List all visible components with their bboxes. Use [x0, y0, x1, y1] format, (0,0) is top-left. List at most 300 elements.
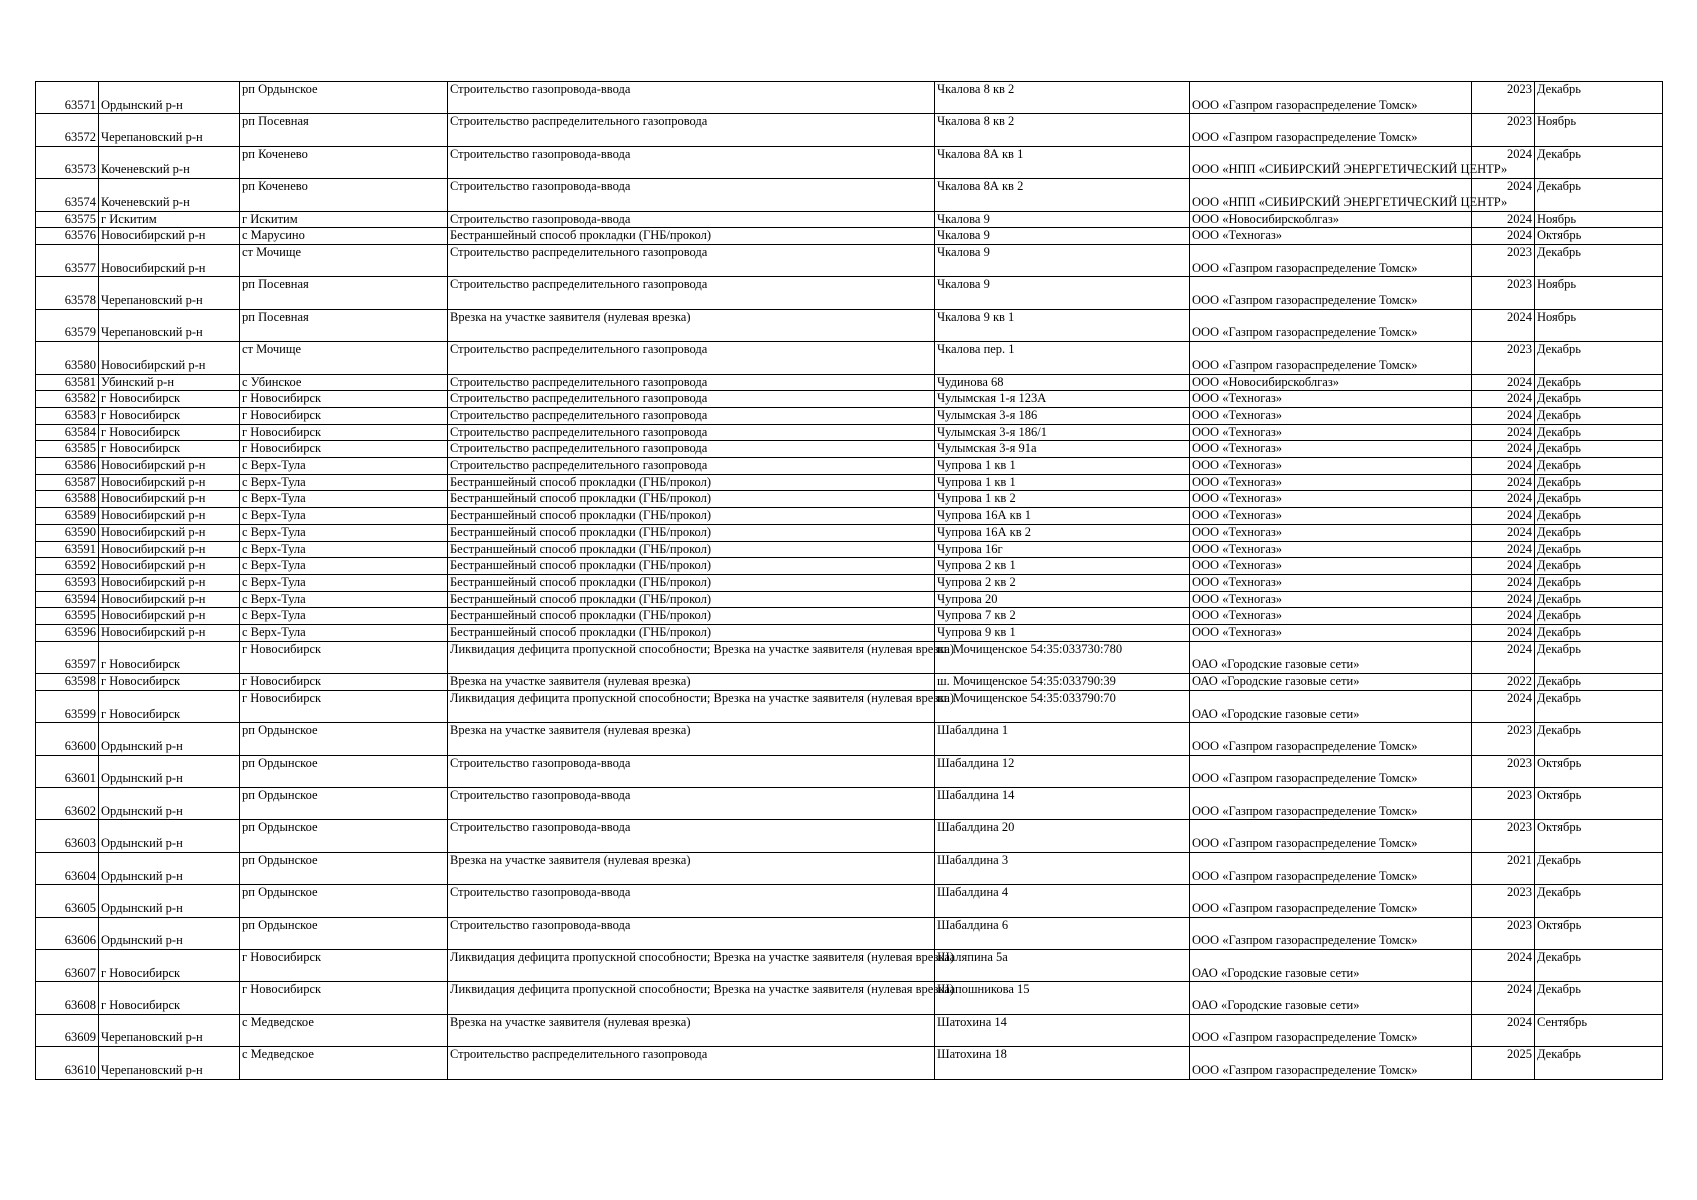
cell-work-type: Строительство распределительного газопровода: [448, 407, 935, 424]
cell-year: 2024: [1472, 641, 1535, 673]
cell-address: Шабалдина 3: [935, 852, 1190, 884]
table-row: [36, 309, 1663, 341]
cell-district: Ордынский р-н: [99, 852, 240, 884]
cell-locality: ст Мочище: [240, 244, 448, 276]
cell-work-type: Врезка на участке заявителя (нулевая врезка): [448, 1014, 935, 1046]
cell-work-type: Строительство распределительного газопровода: [448, 244, 935, 276]
cell-address: ш. Мочищенское 54:35:033790:39: [935, 674, 1190, 691]
cell-locality: рп Ордынское: [240, 820, 448, 852]
cell-locality: г Новосибирск: [240, 690, 448, 722]
cell-locality: с Верх-Тула: [240, 558, 448, 575]
cell-address: Чудинова 68: [935, 374, 1190, 391]
table-row: [36, 625, 1663, 642]
cell-locality: с Убинское: [240, 374, 448, 391]
cell-year: 2024: [1472, 541, 1535, 558]
cell-month: Декабрь: [1535, 723, 1663, 755]
table-row: [36, 690, 1663, 722]
cell-address: Чупрова 2 кв 2: [935, 574, 1190, 591]
table-row: [36, 491, 1663, 508]
cell-work-type: Врезка на участке заявителя (нулевая врезка): [448, 723, 935, 755]
cell-organization: ООО «Техногаз»: [1190, 574, 1472, 591]
cell-locality: с Верх-Тула: [240, 491, 448, 508]
cell-month: Декабрь: [1535, 690, 1663, 722]
table-row: [36, 574, 1663, 591]
cell-month: Октябрь: [1535, 228, 1663, 245]
cell-month: Октябрь: [1535, 788, 1663, 820]
cell-organization: ООО «Газпром газораспределение Томск»: [1190, 755, 1472, 787]
cell-organization: ООО «НПП «СИБИРСКИЙ ЭНЕРГЕТИЧЕСКИЙ ЦЕНТР»: [1190, 179, 1472, 211]
table-row: [36, 441, 1663, 458]
cell-locality: с Медведское: [240, 1014, 448, 1046]
cell-district: г Новосибирск: [99, 690, 240, 722]
cell-organization: ООО «Техногаз»: [1190, 508, 1472, 525]
cell-locality: рп Ордынское: [240, 852, 448, 884]
cell-work-type: Ликвидация дефицита пропускной способности; Врезка на участке заявителя (нулевая врезка): [448, 982, 935, 1014]
cell-year: 2023: [1472, 244, 1535, 276]
cell-work-type: Строительство распределительного газопровода: [448, 458, 935, 475]
cell-number: 63580: [36, 342, 99, 374]
cell-year: 2024: [1472, 690, 1535, 722]
cell-locality: г Новосибирск: [240, 674, 448, 691]
cell-number: 63602: [36, 788, 99, 820]
cell-work-type: Строительство газопровода-ввода: [448, 211, 935, 228]
table-row: [36, 885, 1663, 917]
cell-number: 63573: [36, 146, 99, 178]
cell-work-type: Строительство распределительного газопровода: [448, 374, 935, 391]
cell-organization: ОАО «Городские газовые сети»: [1190, 950, 1472, 982]
cell-locality: рп Ордынское: [240, 885, 448, 917]
cell-district: Новосибирский р-н: [99, 625, 240, 642]
table-row: [36, 114, 1663, 146]
cell-year: 2022: [1472, 674, 1535, 691]
table-row: [36, 723, 1663, 755]
cell-organization: ООО «Газпром газораспределение Томск»: [1190, 244, 1472, 276]
table-row: [36, 641, 1663, 673]
cell-month: Декабрь: [1535, 591, 1663, 608]
cell-organization: ООО «Газпром газораспределение Томск»: [1190, 852, 1472, 884]
cell-year: 2024: [1472, 574, 1535, 591]
cell-work-type: Строительство газопровода-ввода: [448, 755, 935, 787]
table-row: [36, 407, 1663, 424]
cell-work-type: Бестраншейный способ прокладки (ГНБ/прокол): [448, 591, 935, 608]
cell-month: Декабрь: [1535, 374, 1663, 391]
cell-work-type: Строительство газопровода-ввода: [448, 82, 935, 114]
cell-year: 2023: [1472, 917, 1535, 949]
cell-locality: рп Ордынское: [240, 755, 448, 787]
cell-district: Новосибирский р-н: [99, 608, 240, 625]
cell-number: 63609: [36, 1014, 99, 1046]
cell-work-type: Бестраншейный способ прокладки (ГНБ/прокол): [448, 558, 935, 575]
cell-district: Коченевский р-н: [99, 179, 240, 211]
cell-work-type: Строительство распределительного газопровода: [448, 277, 935, 309]
cell-locality: г Новосибирск: [240, 950, 448, 982]
cell-month: Декабрь: [1535, 982, 1663, 1014]
cell-locality: с Верх-Тула: [240, 591, 448, 608]
cell-address: Чупрова 2 кв 1: [935, 558, 1190, 575]
cell-number: 63598: [36, 674, 99, 691]
cell-organization: ООО «Газпром газораспределение Томск»: [1190, 885, 1472, 917]
cell-locality: рп Посевная: [240, 277, 448, 309]
cell-address: Чкалова 8А кв 2: [935, 179, 1190, 211]
cell-organization: ОАО «Городские газовые сети»: [1190, 982, 1472, 1014]
cell-number: 63600: [36, 723, 99, 755]
cell-number: 63594: [36, 591, 99, 608]
cell-address: Чупрова 7 кв 2: [935, 608, 1190, 625]
table-row: [36, 982, 1663, 1014]
cell-number: 63583: [36, 407, 99, 424]
cell-locality: г Новосибирск: [240, 424, 448, 441]
cell-month: Декабрь: [1535, 625, 1663, 642]
cell-locality: г Новосибирск: [240, 407, 448, 424]
cell-work-type: Бестраншейный способ прокладки (ГНБ/прокол): [448, 491, 935, 508]
cell-district: Ордынский р-н: [99, 723, 240, 755]
cell-month: Декабрь: [1535, 608, 1663, 625]
cell-locality: с Верх-Тула: [240, 574, 448, 591]
cell-organization: ООО «Газпром газораспределение Томск»: [1190, 309, 1472, 341]
cell-number: 63593: [36, 574, 99, 591]
cell-district: г Искитим: [99, 211, 240, 228]
cell-year: 2023: [1472, 820, 1535, 852]
cell-district: г Новосибирск: [99, 950, 240, 982]
table-row: [36, 788, 1663, 820]
cell-month: Декабрь: [1535, 524, 1663, 541]
cell-locality: рп Ордынское: [240, 788, 448, 820]
cell-work-type: Строительство распределительного газопровода: [448, 441, 935, 458]
table-row: [36, 391, 1663, 408]
cell-district: Ордынский р-н: [99, 917, 240, 949]
cell-district: Черепановский р-н: [99, 1014, 240, 1046]
cell-number: 63605: [36, 885, 99, 917]
cell-year: 2024: [1472, 982, 1535, 1014]
cell-number: 63597: [36, 641, 99, 673]
cell-number: 63608: [36, 982, 99, 1014]
cell-organization: ООО «Техногаз»: [1190, 228, 1472, 245]
cell-organization: ООО «Техногаз»: [1190, 524, 1472, 541]
cell-organization: ООО «Техногаз»: [1190, 625, 1472, 642]
cell-district: Новосибирский р-н: [99, 524, 240, 541]
cell-work-type: Строительство газопровода-ввода: [448, 820, 935, 852]
cell-work-type: Ликвидация дефицита пропускной способности; Врезка на участке заявителя (нулевая врезка): [448, 690, 935, 722]
cell-number: 63586: [36, 458, 99, 475]
cell-work-type: Врезка на участке заявителя (нулевая врезка): [448, 674, 935, 691]
cell-district: Новосибирский р-н: [99, 491, 240, 508]
cell-district: г Новосибирск: [99, 424, 240, 441]
cell-number: 63599: [36, 690, 99, 722]
table-row: [36, 277, 1663, 309]
cell-address: Чупрова 9 кв 1: [935, 625, 1190, 642]
cell-year: 2024: [1472, 374, 1535, 391]
cell-month: Декабрь: [1535, 82, 1663, 114]
cell-address: Шатохина 14: [935, 1014, 1190, 1046]
table-row: [36, 820, 1663, 852]
cell-address: Чулымская 3-я 91а: [935, 441, 1190, 458]
cell-number: 63572: [36, 114, 99, 146]
cell-address: Чкалова 8 кв 2: [935, 82, 1190, 114]
cell-month: Декабрь: [1535, 342, 1663, 374]
cell-district: г Новосибирск: [99, 674, 240, 691]
table-row: [36, 1047, 1663, 1079]
cell-month: Декабрь: [1535, 674, 1663, 691]
cell-district: Ордынский р-н: [99, 820, 240, 852]
cell-locality: с Верх-Тула: [240, 508, 448, 525]
cell-district: Ордынский р-н: [99, 788, 240, 820]
cell-organization: ООО «Техногаз»: [1190, 541, 1472, 558]
cell-locality: г Новосибирск: [240, 641, 448, 673]
cell-district: Новосибирский р-н: [99, 574, 240, 591]
cell-organization: ОАО «Городские газовые сети»: [1190, 674, 1472, 691]
cell-address: Чкалова 9: [935, 244, 1190, 276]
cell-district: г Новосибирск: [99, 407, 240, 424]
cell-organization: ООО «Газпром газораспределение Томск»: [1190, 82, 1472, 114]
cell-work-type: Строительство распределительного газопровода: [448, 424, 935, 441]
cell-organization: ООО «Газпром газораспределение Томск»: [1190, 277, 1472, 309]
cell-district: Ордынский р-н: [99, 885, 240, 917]
cell-month: Ноябрь: [1535, 309, 1663, 341]
cell-number: 63603: [36, 820, 99, 852]
cell-address: Шабалдина 1: [935, 723, 1190, 755]
table-row: [36, 146, 1663, 178]
cell-number: 63589: [36, 508, 99, 525]
cell-work-type: Бестраншейный способ прокладки (ГНБ/прокол): [448, 524, 935, 541]
cell-year: 2024: [1472, 441, 1535, 458]
cell-number: 63577: [36, 244, 99, 276]
cell-organization: ООО «Техногаз»: [1190, 558, 1472, 575]
cell-locality: рп Ордынское: [240, 917, 448, 949]
cell-locality: рп Посевная: [240, 309, 448, 341]
cell-year: 2023: [1472, 723, 1535, 755]
table-row: [36, 950, 1663, 982]
cell-organization: ООО «НПП «СИБИРСКИЙ ЭНЕРГЕТИЧЕСКИЙ ЦЕНТР»: [1190, 146, 1472, 178]
table-row: [36, 1014, 1663, 1046]
cell-address: Чкалова 9 кв 1: [935, 309, 1190, 341]
cell-year: 2024: [1472, 508, 1535, 525]
cell-district: Ордынский р-н: [99, 82, 240, 114]
cell-district: Новосибирский р-н: [99, 508, 240, 525]
cell-month: Декабрь: [1535, 508, 1663, 525]
cell-number: 63596: [36, 625, 99, 642]
cell-district: Новосибирский р-н: [99, 228, 240, 245]
cell-year: 2024: [1472, 458, 1535, 475]
cell-district: Новосибирский р-н: [99, 342, 240, 374]
cell-district: Ордынский р-н: [99, 755, 240, 787]
cell-address: Чкалова 9: [935, 211, 1190, 228]
cell-work-type: Бестраншейный способ прокладки (ГНБ/прокол): [448, 228, 935, 245]
cell-district: г Новосибирск: [99, 391, 240, 408]
cell-locality: рп Коченево: [240, 179, 448, 211]
cell-locality: ст Мочище: [240, 342, 448, 374]
cell-organization: ООО «Техногаз»: [1190, 441, 1472, 458]
cell-address: Чулымская 1-я 123А: [935, 391, 1190, 408]
cell-district: Убинский р-н: [99, 374, 240, 391]
cell-year: 2024: [1472, 1014, 1535, 1046]
cell-month: Декабрь: [1535, 441, 1663, 458]
cell-locality: г Новосибирск: [240, 391, 448, 408]
cell-organization: ООО «Техногаз»: [1190, 424, 1472, 441]
cell-number: 63595: [36, 608, 99, 625]
cell-locality: с Марусино: [240, 228, 448, 245]
cell-work-type: Бестраншейный способ прокладки (ГНБ/прокол): [448, 508, 935, 525]
table-row: [36, 228, 1663, 245]
cell-organization: ООО «Техногаз»: [1190, 391, 1472, 408]
table-row: [36, 179, 1663, 211]
cell-address: Шабалдина 4: [935, 885, 1190, 917]
cell-year: 2024: [1472, 491, 1535, 508]
cell-work-type: Строительство газопровода-ввода: [448, 885, 935, 917]
cell-work-type: Бестраншейный способ прокладки (ГНБ/прокол): [448, 608, 935, 625]
gas-connection-table: [35, 81, 1663, 1080]
cell-work-type: Бестраншейный способ прокладки (ГНБ/прокол): [448, 474, 935, 491]
table-row: [36, 342, 1663, 374]
cell-month: Декабрь: [1535, 558, 1663, 575]
cell-district: г Новосибирск: [99, 982, 240, 1014]
cell-number: 63607: [36, 950, 99, 982]
cell-month: Декабрь: [1535, 424, 1663, 441]
cell-address: Шабалдина 12: [935, 755, 1190, 787]
cell-month: Декабрь: [1535, 474, 1663, 491]
cell-address: Чупрова 1 кв 1: [935, 458, 1190, 475]
cell-number: 63588: [36, 491, 99, 508]
cell-year: 2024: [1472, 524, 1535, 541]
table-row: [36, 211, 1663, 228]
cell-address: Шапошникова 15: [935, 982, 1190, 1014]
cell-organization: ООО «Техногаз»: [1190, 608, 1472, 625]
cell-district: Новосибирский р-н: [99, 474, 240, 491]
cell-organization: ООО «Техногаз»: [1190, 458, 1472, 475]
cell-address: Чупрова 16г: [935, 541, 1190, 558]
table-row: [36, 524, 1663, 541]
cell-locality: рп Ордынское: [240, 723, 448, 755]
table-row: [36, 755, 1663, 787]
cell-year: 2024: [1472, 179, 1535, 211]
table-row: [36, 508, 1663, 525]
cell-address: Шаляпина 5а: [935, 950, 1190, 982]
cell-address: Чулымская 3-я 186: [935, 407, 1190, 424]
cell-locality: с Верх-Тула: [240, 541, 448, 558]
cell-year: 2025: [1472, 1047, 1535, 1079]
cell-district: Новосибирский р-н: [99, 541, 240, 558]
table-row: [36, 852, 1663, 884]
cell-year: 2024: [1472, 309, 1535, 341]
cell-number: 63610: [36, 1047, 99, 1079]
cell-locality: с Верх-Тула: [240, 625, 448, 642]
table-row: [36, 82, 1663, 114]
cell-month: Ноябрь: [1535, 277, 1663, 309]
cell-month: Декабрь: [1535, 244, 1663, 276]
cell-month: Декабрь: [1535, 458, 1663, 475]
cell-address: Шабалдина 14: [935, 788, 1190, 820]
cell-locality: г Новосибирск: [240, 982, 448, 1014]
cell-address: Чулымская 3-я 186/1: [935, 424, 1190, 441]
cell-address: Шатохина 18: [935, 1047, 1190, 1079]
cell-number: 63574: [36, 179, 99, 211]
cell-district: Коченевский р-н: [99, 146, 240, 178]
cell-month: Ноябрь: [1535, 211, 1663, 228]
cell-locality: г Новосибирск: [240, 441, 448, 458]
cell-month: Ноябрь: [1535, 114, 1663, 146]
cell-number: 63587: [36, 474, 99, 491]
table-body: [36, 82, 1663, 1080]
cell-district: Новосибирский р-н: [99, 558, 240, 575]
cell-number: 63591: [36, 541, 99, 558]
table-row: [36, 541, 1663, 558]
cell-month: Декабрь: [1535, 950, 1663, 982]
cell-locality: с Верх-Тула: [240, 458, 448, 475]
cell-district: г Новосибирск: [99, 641, 240, 673]
cell-number: 63604: [36, 852, 99, 884]
cell-address: Шабалдина 6: [935, 917, 1190, 949]
cell-month: Декабрь: [1535, 407, 1663, 424]
cell-year: 2023: [1472, 788, 1535, 820]
cell-year: 2024: [1472, 625, 1535, 642]
cell-work-type: Строительство распределительного газопровода: [448, 1047, 935, 1079]
cell-month: Декабрь: [1535, 1047, 1663, 1079]
cell-number: 63606: [36, 917, 99, 949]
cell-address: Чупрова 1 кв 2: [935, 491, 1190, 508]
cell-year: 2023: [1472, 277, 1535, 309]
cell-number: 63571: [36, 82, 99, 114]
cell-work-type: Строительство газопровода-ввода: [448, 179, 935, 211]
cell-year: 2024: [1472, 146, 1535, 178]
table-row: [36, 244, 1663, 276]
cell-organization: ООО «Техногаз»: [1190, 591, 1472, 608]
cell-locality: г Искитим: [240, 211, 448, 228]
cell-organization: ООО «Газпром газораспределение Томск»: [1190, 342, 1472, 374]
cell-year: 2023: [1472, 885, 1535, 917]
cell-address: Шабалдина 20: [935, 820, 1190, 852]
cell-year: 2024: [1472, 391, 1535, 408]
cell-month: Декабрь: [1535, 541, 1663, 558]
cell-address: Чкалова пер. 1: [935, 342, 1190, 374]
cell-locality: с Медведское: [240, 1047, 448, 1079]
table-row: [36, 458, 1663, 475]
cell-year: 2024: [1472, 558, 1535, 575]
cell-organization: ООО «Газпром газораспределение Томск»: [1190, 1047, 1472, 1079]
cell-address: Чупрова 1 кв 1: [935, 474, 1190, 491]
cell-locality: рп Ордынское: [240, 82, 448, 114]
cell-organization: ООО «Газпром газораспределение Томск»: [1190, 917, 1472, 949]
cell-month: Декабрь: [1535, 852, 1663, 884]
cell-work-type: Строительство газопровода-ввода: [448, 788, 935, 820]
cell-work-type: Врезка на участке заявителя (нулевая врезка): [448, 309, 935, 341]
cell-district: Черепановский р-н: [99, 309, 240, 341]
cell-locality: рп Посевная: [240, 114, 448, 146]
table-row: [36, 374, 1663, 391]
cell-work-type: Ликвидация дефицита пропускной способности; Врезка на участке заявителя (нулевая врезка): [448, 641, 935, 673]
cell-work-type: Строительство распределительного газопровода: [448, 114, 935, 146]
cell-organization: ООО «Газпром газораспределение Томск»: [1190, 820, 1472, 852]
cell-number: 63578: [36, 277, 99, 309]
cell-year: 2023: [1472, 755, 1535, 787]
cell-address: Чупрова 16А кв 2: [935, 524, 1190, 541]
cell-work-type: Бестраншейный способ прокладки (ГНБ/прокол): [448, 574, 935, 591]
cell-number: 63579: [36, 309, 99, 341]
cell-district: Новосибирский р-н: [99, 244, 240, 276]
cell-month: Октябрь: [1535, 755, 1663, 787]
cell-month: Декабрь: [1535, 574, 1663, 591]
cell-address: Чкалова 8 кв 2: [935, 114, 1190, 146]
cell-district: г Новосибирск: [99, 441, 240, 458]
cell-number: 63581: [36, 374, 99, 391]
cell-number: 63576: [36, 228, 99, 245]
cell-district: Черепановский р-н: [99, 1047, 240, 1079]
cell-month: Декабрь: [1535, 391, 1663, 408]
cell-work-type: Строительство газопровода-ввода: [448, 917, 935, 949]
cell-year: 2024: [1472, 228, 1535, 245]
cell-organization: ООО «Газпром газораспределение Томск»: [1190, 114, 1472, 146]
cell-month: Декабрь: [1535, 146, 1663, 178]
cell-organization: ОАО «Городские газовые сети»: [1190, 641, 1472, 673]
cell-address: Чкалова 8А кв 1: [935, 146, 1190, 178]
